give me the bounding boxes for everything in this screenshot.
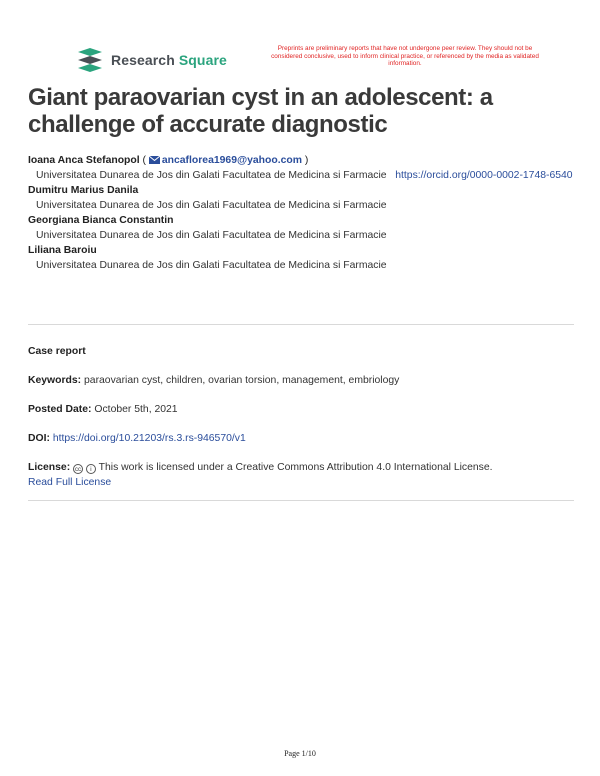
article-type-label: Case report [28,346,86,357]
article-type [28,344,576,359]
brand-name-main: Research [111,52,175,68]
affiliation-text: Universitatea Dunarea de Jos din Galati Facultatea de Medicina si Farmacie [36,170,387,181]
author-email-link[interactable]: ancaflorea1969@yahoo.com [161,155,302,166]
section-divider [28,324,574,325]
author-affiliation: Universitatea Dunarea de Jos din Galati Facultatea de Medicina si Farmacie [36,260,387,271]
research-square-logo-icon [76,48,104,72]
brand-name-accent: Square [178,52,227,68]
author-affiliation: Universitatea Dunarea de Jos din Galati Facultatea de Medicina si Farmacie [36,200,387,211]
author-name: Georgiana Bianca Constantin [28,215,174,226]
section-divider [28,500,574,501]
preprint-disclaimer: Preprints are preliminary reports that have not undergone peer review. They should not be considered conclusive, used to inform clinical practice, or referenced by the media as validated information. [271,45,539,68]
posted-date-value: October 5th, 2021 [94,404,178,415]
research-square-logo[interactable] [76,48,227,72]
paper-title: Giant paraovarian cyst in an adolescent: a challenge of accurate diagnostic [28,84,493,138]
envelope-icon [149,156,160,164]
author-name: Liliana Baroiu [28,245,97,256]
author-name: Dumitru Marius Danila [28,185,139,196]
attribution-icon: i [86,464,96,474]
keywords-value: paraovarian cyst, children, ovarian torsion, management, embriology [84,375,400,386]
license-label: License: [28,462,71,473]
orcid-link[interactable]: https://orcid.org/0000-0002-1748-6540 [395,170,573,181]
creative-commons-icon: cc [73,464,83,474]
posted-date-label: Posted Date: [28,404,92,415]
doi-line [28,431,576,446]
brand-name [111,52,227,68]
license-text: This work is licensed under a Creative Commons Attribution 4.0 International License. [98,462,493,473]
author-entry [28,153,576,183]
author-list [28,153,576,273]
read-full-license-link[interactable]: Read Full License [28,477,112,488]
doi-label: DOI: [28,433,50,444]
doi-link[interactable]: https://doi.org/10.21203/rs.3.rs-946570/v1 [52,433,246,444]
author-entry [28,243,576,273]
author-name: Ioana Anca Stefanopol [28,155,140,166]
license-line [28,460,576,490]
keywords-line [28,373,576,388]
author-affiliation [28,168,576,183]
page-number: Page 1/10 [284,749,316,758]
author-entry [28,183,576,213]
keywords-label: Keywords: [28,375,82,386]
posted-date-line [28,402,576,417]
author-affiliation: Universitatea Dunarea de Jos din Galati Facultatea de Medicina si Farmacie [36,230,387,241]
email-wrapper: ( ancaflorea1969@yahoo.com ) [142,155,309,166]
author-entry [28,213,576,243]
